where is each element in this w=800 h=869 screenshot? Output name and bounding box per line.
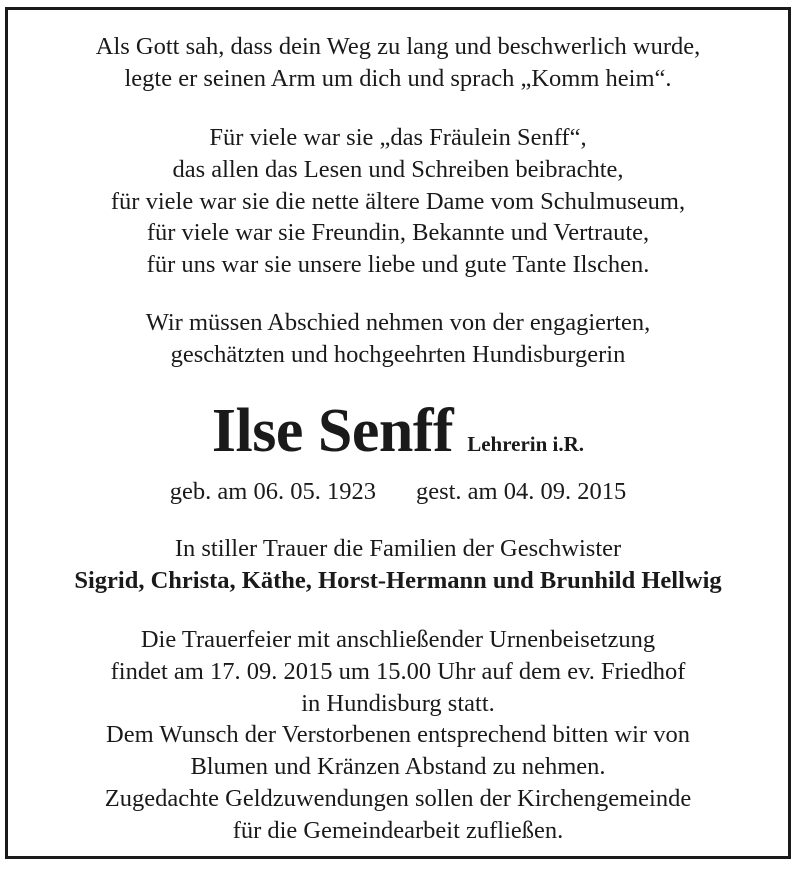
deceased-title: Lehrerin i.R.	[467, 432, 585, 456]
verse-line: legte er seinen Arm um dich und sprach „Komm heim“.	[124, 64, 672, 92]
funeral-line: in Hundisburg statt.	[301, 689, 495, 717]
tribute-line: für uns war sie unsere liebe und gute Tante Ilschen.	[146, 251, 650, 279]
tribute-line: für viele war sie die nette ältere Dame vom Schulmuseum,	[110, 187, 686, 215]
tribute-line: für viele war sie Freundin, Bekannte und Vertraute,	[146, 219, 650, 247]
death-date: gest. am 04. 09. 2015	[415, 478, 627, 505]
life-dates	[8, 476, 788, 507]
opening-verse	[8, 31, 788, 95]
deceased-name: Ilse Senff	[211, 397, 454, 465]
funeral-line: für die Gemeindearbeit zufließen.	[232, 816, 564, 844]
obituary-notice	[5, 7, 791, 859]
deceased-heading	[8, 396, 788, 466]
funeral-line: Die Trauerfeier mit anschließender Urnenbeisetzung	[140, 626, 656, 653]
farewell-paragraph	[8, 307, 788, 371]
funeral-line: Dem Wunsch der Verstorbenen entsprechend bitten wir von	[106, 721, 690, 749]
birth-date: geb. am 06. 05. 1923	[169, 478, 376, 505]
mourners-names: Sigrid, Christa, Käthe, Horst-Hermann und Brunhild Hellwig	[74, 566, 722, 594]
funeral-line: Blumen und Kränzen Abstand zu nehmen.	[190, 753, 606, 781]
funeral-details	[8, 624, 788, 847]
farewell-line: geschätzten und hochgeehrten Hundisburgerin	[170, 340, 626, 368]
tribute-paragraph	[8, 122, 788, 281]
tribute-line: Für viele war sie „das Fräulein Senff“,	[209, 124, 587, 151]
tribute-line: das allen das Lesen und Schreiben beibrachte,	[172, 155, 624, 183]
verse-line: Als Gott sah, dass dein Weg zu lang und beschwerlich wurde,	[95, 33, 701, 60]
funeral-line: findet am 17. 09. 2015 um 15.00 Uhr auf dem ev. Friedhof	[110, 657, 686, 685]
farewell-line: Wir müssen Abschied nehmen von der engagierten,	[145, 309, 651, 336]
funeral-line: Zugedachte Geldzuwendungen sollen der Kirchengemeinde	[104, 784, 692, 812]
mourners-intro: In stiller Trauer die Familien der Geschwister	[174, 535, 622, 562]
mourners-section	[8, 533, 788, 597]
